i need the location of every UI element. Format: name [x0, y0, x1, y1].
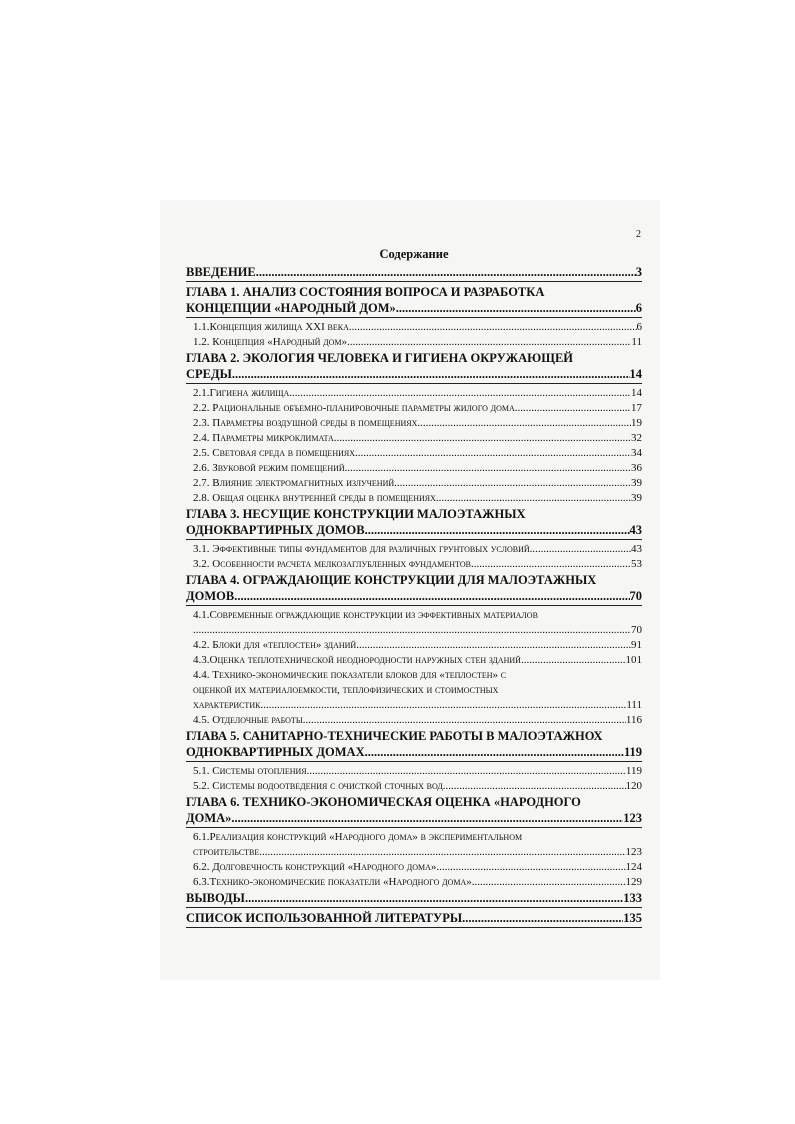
- page-number: 2: [636, 229, 641, 240]
- toc-section: [186, 830, 642, 860]
- toc-entry-text: 1.2. Концепция «Народный дом»: [193, 336, 347, 348]
- toc-entry-line: [186, 300, 642, 316]
- dot-leader: [259, 845, 625, 856]
- toc-entry-text: 1.1.Концепция жилища XXI века: [193, 321, 349, 333]
- toc-entry-text: ГЛАВА 6. ТЕХНИКО-ЭКОНОМИЧЕСКАЯ ОЦЕНКА «НАРОДНОГО: [186, 795, 581, 809]
- toc-entry-text: СРЕДЫ: [186, 367, 232, 381]
- toc-entry-line: [193, 830, 642, 845]
- dot-leader: [232, 366, 630, 379]
- dot-leader: [365, 522, 630, 535]
- toc-entry-line: [193, 713, 642, 728]
- toc-page-number: 14: [631, 387, 642, 399]
- toc-entry-line: [186, 810, 642, 826]
- toc-chapter: [186, 910, 642, 928]
- dot-leader: [530, 542, 631, 553]
- dot-leader: [515, 401, 631, 412]
- toc-entry-text: 2.7. Влияние электромагнитных излучений: [193, 477, 395, 489]
- toc-chapter: [186, 572, 642, 606]
- toc-entry-line: [193, 320, 642, 335]
- dot-leader: [231, 810, 623, 823]
- toc-section: [186, 476, 642, 491]
- toc-section: [186, 557, 642, 572]
- toc-entry-line: [193, 683, 642, 698]
- toc-entry-text: 4.4. Технико-экономические показатели блоков для «теплостен» с: [193, 669, 507, 681]
- toc-page-number: 3: [635, 265, 642, 279]
- toc-page-number: 119: [623, 745, 642, 759]
- toc-page-number: 32: [631, 432, 642, 444]
- dot-leader: [417, 416, 631, 427]
- toc-section: [186, 875, 642, 890]
- toc-page-number: 34: [631, 447, 642, 459]
- toc-entry-line: [193, 608, 642, 623]
- toc-section: [186, 860, 642, 875]
- dot-leader: [443, 779, 626, 790]
- toc-page-number: 19: [631, 417, 642, 429]
- dot-leader: [289, 386, 631, 397]
- toc-entry-line: [186, 506, 642, 522]
- toc-entry-text: 2.4. Параметры микроклимата: [193, 432, 334, 444]
- dot-leader: [462, 910, 623, 923]
- dot-leader: [334, 431, 631, 442]
- toc-page-number: 14: [629, 367, 642, 381]
- toc-entry-line: [193, 845, 642, 860]
- toc-entry-text: 6.1.Реализация конструкций «Народного дома» в экспериментальном: [193, 831, 523, 843]
- toc-page-number: 39: [631, 477, 642, 489]
- toc-entry-text: 4.2. Блоки для «теплостен» зданий: [193, 639, 357, 651]
- table-of-contents: [186, 264, 642, 930]
- toc-entry-line: [186, 572, 642, 588]
- toc-entry-text: 2.2. Рациональные объемно-планировочные параметры жилого дома: [193, 402, 515, 414]
- toc-section: [186, 446, 642, 461]
- toc-entry-text: ГЛАВА 4. ОГРАЖДАЮЩИЕ КОНСТРУКЦИИ ДЛЯ МАЛОЭТАЖНЫХ: [186, 573, 597, 587]
- dot-leader: [303, 713, 626, 724]
- toc-entry-line: [193, 416, 642, 431]
- toc-entry-line: [186, 366, 642, 382]
- toc-section: [186, 542, 642, 557]
- toc-page-number: 11: [631, 336, 642, 348]
- toc-title: Содержание: [379, 247, 449, 261]
- toc-entry-line: [193, 476, 642, 491]
- toc-entry-text: характеристик.: [193, 699, 264, 711]
- dot-leader: [436, 860, 625, 871]
- toc-entry-text: строительстве: [193, 846, 260, 858]
- toc-entry-text: ДОМА»: [186, 811, 232, 825]
- toc-entry-line: [186, 728, 642, 744]
- toc-page-number: 6: [635, 301, 642, 315]
- toc-entry-text: ОДНОКВАРТИРНЫХ ДОМАХ: [186, 745, 365, 759]
- toc-section: [186, 335, 642, 350]
- toc-entry-line: [186, 794, 642, 810]
- toc-page-number: 91: [631, 639, 642, 651]
- toc-entry-line: [193, 623, 642, 638]
- toc-section: [186, 491, 642, 506]
- toc-entry-line: [193, 668, 642, 683]
- toc-section: [186, 431, 642, 446]
- dot-leader: [521, 653, 626, 664]
- toc-entry-text: 4.5. Отделочные работы: [193, 714, 303, 726]
- toc-entry-text: 5.1. Системы отопления: [193, 765, 307, 777]
- toc-entry-text: 6.3.Технико-экономические показатели «Народного дома»: [193, 876, 472, 888]
- toc-entry-line: [193, 461, 642, 476]
- dot-leader: [472, 875, 626, 886]
- toc-entry-line: [193, 557, 642, 572]
- toc-chapter: [186, 350, 642, 384]
- toc-page-number: 124: [625, 861, 642, 873]
- toc-entry-text: ВВЕДЕНИЕ: [186, 265, 256, 279]
- toc-page-number: 135: [623, 911, 642, 925]
- toc-entry-line: [193, 764, 642, 779]
- toc-chapter: [186, 794, 642, 828]
- toc-chapter: [186, 728, 642, 762]
- dot-leader: [396, 300, 636, 313]
- toc-entry-line: [193, 542, 642, 557]
- toc-entry-line: [186, 890, 642, 906]
- dot-leader: [356, 638, 631, 649]
- toc-chapter: [186, 284, 642, 318]
- dot-leader: [307, 764, 626, 775]
- toc-page-number: 123: [623, 811, 642, 825]
- toc-section: [186, 653, 642, 668]
- toc-entry-text: ГЛАВА 3. НЕСУЩИЕ КОНСТРУКЦИИ МАЛОЭТАЖНЫХ: [186, 507, 526, 521]
- toc-entry-text: ГЛАВА 1. АНАЛИЗ СОСТОЯНИЯ ВОПРОСА И РАЗРАБОТКА: [186, 285, 545, 299]
- toc-page-number: 70: [629, 589, 642, 603]
- dot-leader: [234, 588, 629, 601]
- dot-leader: [245, 890, 623, 903]
- toc-entry-line: [186, 264, 642, 280]
- toc-entry-text: 4.1.Современные ограждающие конструкции из эффективных материалов: [193, 609, 538, 621]
- toc-section: [186, 320, 642, 335]
- toc-entry-text: 2.1.Гигиена жилища: [193, 387, 290, 399]
- toc-section: [186, 608, 642, 638]
- dot-leader: [394, 476, 631, 487]
- toc-page-number: 70: [631, 624, 642, 636]
- toc-page-number: 129: [625, 876, 642, 888]
- toc-entry-text: оценкой их материалоемкости, теплофизических и стоимостных: [193, 684, 499, 696]
- toc-page-number: 101: [625, 654, 642, 666]
- toc-entry-line: [193, 401, 642, 416]
- toc-page-number: 6: [636, 321, 642, 333]
- toc-entry-line: [193, 386, 642, 401]
- toc-page-number: 39: [631, 492, 642, 504]
- toc-page-number: 111: [626, 699, 642, 711]
- toc-chapter: [186, 506, 642, 540]
- toc-entry-line: [193, 491, 642, 506]
- toc-entry-line: [193, 446, 642, 461]
- toc-entry-text: 2.8. Общая оценка внутренней среды в помещениях: [193, 492, 436, 504]
- toc-page-number: 133: [623, 891, 642, 905]
- toc-entry-text: 5.2. Системы водоотведения с очисткой сточных вод: [193, 780, 443, 792]
- toc-entry-line: [186, 350, 642, 366]
- toc-entry-line: [186, 284, 642, 300]
- toc-chapter: [186, 890, 642, 908]
- dot-leader: [193, 623, 631, 634]
- toc-entry-line: [193, 653, 642, 668]
- toc-page-number: 123: [625, 846, 642, 858]
- toc-section: [186, 461, 642, 476]
- toc-entry-text: 2.3. Параметры воздушной среды в помещениях: [193, 417, 418, 429]
- toc-entry-text: ГЛАВА 2. ЭКОЛОГИЯ ЧЕЛОВЕКА И ГИГИЕНА ОКРУЖАЮЩЕЙ: [186, 351, 574, 365]
- toc-entry-text: КОНЦЕПЦИИ «НАРОДНЫЙ ДОМ»: [186, 301, 396, 315]
- toc-entry-text: 3.2. Особенности расчета мелкозаглубленных фундаментов: [193, 558, 471, 570]
- toc-page-number: 53: [631, 558, 642, 570]
- toc-section: [186, 386, 642, 401]
- dot-leader: [256, 264, 636, 277]
- toc-entry-text: ОДНОКВАРТИРНЫХ ДОМОВ: [186, 523, 365, 537]
- toc-entry-line: [193, 860, 642, 875]
- toc-entry-text: СПИСОК ИСПОЛЬЗОВАННОЙ ЛИТЕРАТУРЫ: [186, 911, 463, 925]
- toc-section: [186, 668, 642, 713]
- dot-leader: [436, 491, 631, 502]
- toc-page-number: 43: [629, 523, 642, 537]
- toc-entry-line: [186, 744, 642, 760]
- toc-page-number: 43: [631, 543, 642, 555]
- toc-page-number: 17: [631, 402, 642, 414]
- dot-leader: [471, 557, 631, 568]
- toc-entry-line: [193, 431, 642, 446]
- toc-entry-line: [193, 335, 642, 350]
- toc-entry-line: [193, 638, 642, 653]
- toc-page-number: 116: [625, 714, 642, 726]
- toc-entry-line: [193, 698, 642, 713]
- toc-chapter: [186, 264, 642, 282]
- toc-entry-text: 2.6. Звуковой режим помещений: [193, 462, 345, 474]
- toc-page-number: 36: [631, 462, 642, 474]
- toc-entry-line: [186, 522, 642, 538]
- toc-section: [186, 713, 642, 728]
- toc-entry-text: 4.3.Оценка теплотехнической неоднородности наружных стен зданий: [193, 654, 521, 666]
- toc-entry-text: 3.1. Эффективные типы фундаментов для различных грунтовых условий: [193, 543, 530, 555]
- toc-section: [186, 764, 642, 779]
- toc-entry-line: [186, 910, 642, 926]
- toc-section: [186, 779, 642, 794]
- dot-leader: [355, 446, 631, 457]
- toc-entry-text: ДОМОВ: [186, 589, 235, 603]
- toc-section: [186, 401, 642, 416]
- toc-page-number: 120: [625, 780, 642, 792]
- dot-leader: [365, 744, 624, 757]
- toc-entry-line: [193, 779, 642, 794]
- dot-leader: [349, 320, 637, 331]
- toc-section: [186, 416, 642, 431]
- toc-entry-text: ГЛАВА 5. САНИТАРНО-ТЕХНИЧЕСКИЕ РАБОТЫ В МАЛОЭТАЖНОХ: [186, 729, 603, 743]
- toc-entry-text: 6.2. Долговечность конструкций «Народного дома»: [193, 861, 437, 873]
- toc-entry-line: [193, 875, 642, 890]
- dot-leader: [347, 335, 631, 346]
- toc-entry-text: ВЫВОДЫ: [186, 891, 245, 905]
- dot-leader: [263, 698, 626, 709]
- toc-entry-line: [186, 588, 642, 604]
- toc-entry-text: 2.5. Световая среда в помещениях: [193, 447, 355, 459]
- toc-page-number: 119: [625, 765, 642, 777]
- dot-leader: [345, 461, 631, 472]
- toc-section: [186, 638, 642, 653]
